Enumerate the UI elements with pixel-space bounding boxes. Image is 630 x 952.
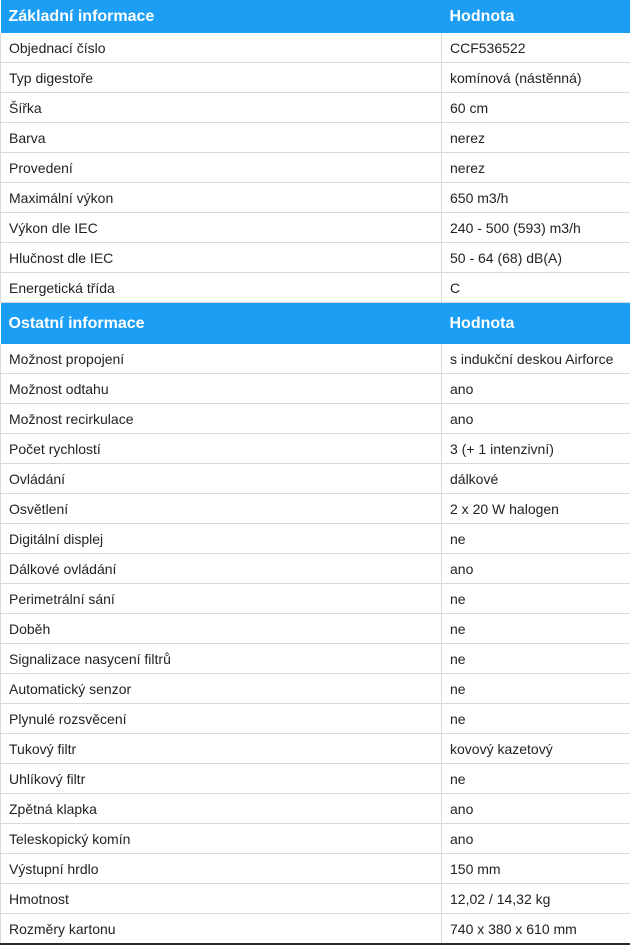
table-row [1, 854, 630, 884]
table-row [1, 824, 630, 854]
row-label: Objednací číslo [1, 33, 442, 63]
row-value: C [442, 273, 630, 303]
table-row [1, 704, 630, 734]
row-label: Provedení [1, 153, 442, 183]
row-value: ne [442, 584, 630, 614]
row-value: dálkové [442, 464, 630, 494]
table-row [1, 374, 630, 404]
basic-info-header [1, 0, 630, 33]
other-info-value-header: Hodnota [442, 303, 630, 345]
other-info-title: Ostatní informace [1, 303, 442, 345]
row-label: Zpětná klapka [1, 794, 442, 824]
row-label: Energetická třída [1, 273, 442, 303]
row-value: ne [442, 614, 630, 644]
row-value: 650 m3/h [442, 183, 630, 213]
table-row [1, 153, 630, 183]
table-row [1, 764, 630, 794]
row-label: Perimetrální sání [1, 584, 442, 614]
row-label: Teleskopický komín [1, 824, 442, 854]
table-row [1, 243, 630, 273]
row-value: ano [442, 824, 630, 854]
table-row [1, 123, 630, 153]
row-label: Plynulé rozsvěcení [1, 704, 442, 734]
row-label: Tukový filtr [1, 734, 442, 764]
row-label: Rozměry kartonu [1, 914, 442, 945]
table-row [1, 63, 630, 93]
row-label: Maximální výkon [1, 183, 442, 213]
row-label: Počet rychlostí [1, 434, 442, 464]
row-value: ne [442, 764, 630, 794]
row-value: 3 (+ 1 intenzivní) [442, 434, 630, 464]
table-row [1, 93, 630, 123]
table-row [1, 464, 630, 494]
table-row [1, 213, 630, 243]
row-value: 50 - 64 (68) dB(A) [442, 243, 630, 273]
row-value: ano [442, 404, 630, 434]
row-label: Dálkové ovládání [1, 554, 442, 584]
table-row [1, 914, 630, 945]
row-label: Automatický senzor [1, 674, 442, 704]
row-label: Možnost odtahu [1, 374, 442, 404]
row-label: Výstupní hrdlo [1, 854, 442, 884]
basic-info-title: Základní informace [1, 0, 442, 33]
row-value: ne [442, 674, 630, 704]
table-row [1, 524, 630, 554]
table-row [1, 794, 630, 824]
row-label: Digitální displej [1, 524, 442, 554]
other-info-header [1, 303, 630, 345]
row-label: Hlučnost dle IEC [1, 243, 442, 273]
row-value: komínová (nástěnná) [442, 63, 630, 93]
table-row [1, 644, 630, 674]
table-row [1, 183, 630, 213]
table-row [1, 344, 630, 374]
table-row [1, 614, 630, 644]
row-label: Uhlíkový filtr [1, 764, 442, 794]
table-row [1, 674, 630, 704]
table-row [1, 554, 630, 584]
row-value: ano [442, 374, 630, 404]
row-value: ano [442, 554, 630, 584]
row-value: nerez [442, 123, 630, 153]
row-value: ne [442, 644, 630, 674]
row-value: 2 x 20 W halogen [442, 494, 630, 524]
row-label: Barva [1, 123, 442, 153]
row-value: s indukční deskou Airforce [442, 344, 630, 374]
table-row [1, 584, 630, 614]
row-value: 12,02 / 14,32 kg [442, 884, 630, 914]
table-row [1, 434, 630, 464]
table-row [1, 494, 630, 524]
row-value: ne [442, 524, 630, 554]
row-label: Šířka [1, 93, 442, 123]
row-value: nerez [442, 153, 630, 183]
basic-info-value-header: Hodnota [442, 0, 630, 33]
row-value: kovový kazetový [442, 734, 630, 764]
row-label: Hmotnost [1, 884, 442, 914]
row-value: CCF536522 [442, 33, 630, 63]
row-label: Ovládání [1, 464, 442, 494]
row-value: 150 mm [442, 854, 630, 884]
row-value: 240 - 500 (593) m3/h [442, 213, 630, 243]
row-value: ano [442, 794, 630, 824]
row-label: Možnost propojení [1, 344, 442, 374]
row-value: ne [442, 704, 630, 734]
row-label: Signalizace nasycení filtrů [1, 644, 442, 674]
row-label: Doběh [1, 614, 442, 644]
row-value: 60 cm [442, 93, 630, 123]
table-row [1, 33, 630, 63]
row-label: Výkon dle IEC [1, 213, 442, 243]
row-label: Možnost recirkulace [1, 404, 442, 434]
row-value: 740 x 380 x 610 mm [442, 914, 630, 945]
row-label: Osvětlení [1, 494, 442, 524]
table-row [1, 404, 630, 434]
table-row [1, 273, 630, 303]
table-row [1, 734, 630, 764]
table-row [1, 884, 630, 914]
row-label: Typ digestoře [1, 63, 442, 93]
